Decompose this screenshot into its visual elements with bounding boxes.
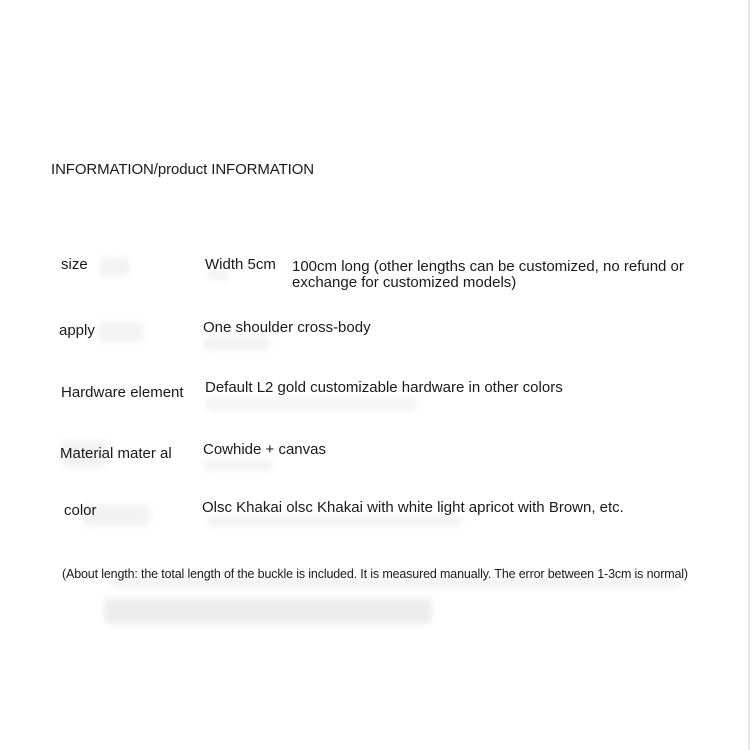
color-label: color xyxy=(64,502,97,519)
hardware-value: Default L2 gold customizable hardware in other colors xyxy=(205,379,563,396)
length-note: (About length: the total length of the buckle is included. It is measured manually. The error between 1-3cm is normal) xyxy=(62,567,688,581)
ghost-artifact xyxy=(204,336,270,350)
hardware-label: Hardware element xyxy=(61,384,184,401)
material-value: Cowhide + canvas xyxy=(203,441,326,458)
ghost-artifact xyxy=(206,516,462,526)
size-label: size xyxy=(61,256,88,273)
ghost-artifact xyxy=(206,398,416,410)
material-label: Material mater al xyxy=(60,445,172,462)
page-title: INFORMATION/product INFORMATION xyxy=(51,161,315,178)
size-length-value: 100cm long (other lengths can be customized, no refund or exchange for customized models) xyxy=(292,258,684,291)
ghost-artifact xyxy=(104,598,432,624)
ghost-artifact xyxy=(98,322,144,342)
ghost-artifact xyxy=(100,258,130,276)
apply-value: One shoulder cross-body xyxy=(203,319,371,336)
apply-label: apply xyxy=(59,322,95,339)
ghost-artifact xyxy=(204,460,274,470)
color-value: Olsc Khakai olsc Khakai with white light apricot with Brown, etc. xyxy=(202,499,624,516)
size-width-value: Width 5cm xyxy=(205,256,276,273)
